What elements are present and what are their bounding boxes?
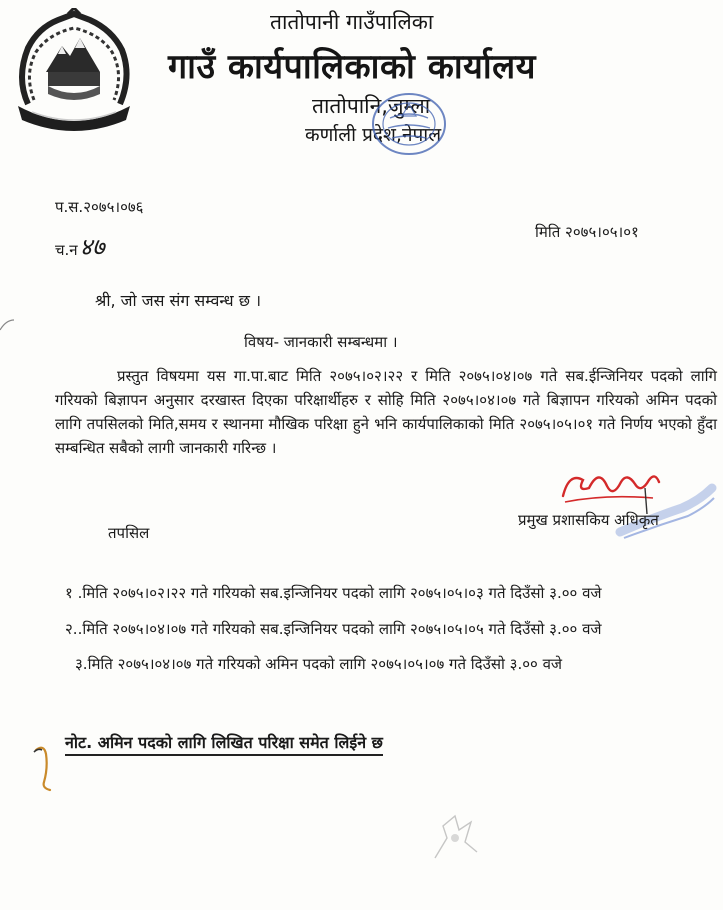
signatory-title: प्रमुख प्रशासकिय अधिकृत bbox=[518, 511, 659, 529]
office-name: गाउँ कार्यपालिकाको कार्यालय bbox=[168, 47, 536, 87]
dispatch-number bbox=[55, 230, 105, 263]
paper-smudge-icon bbox=[425, 808, 485, 863]
note-line: नोट. अमिन पदको लागि लिखित परिक्षा समेत लिईने छ bbox=[65, 731, 383, 756]
detail-item: ३.मिति २०७५।०४।०७ गते गरियको अमिन पदको लागि २०७५।०५।०७ गते दिउँसो ३.०० वजे bbox=[75, 655, 563, 673]
subject-line: विषय- जानकारी सम्बन्धमा । bbox=[244, 333, 398, 351]
letter-date: मिति २०७५।०५।०१ bbox=[535, 223, 639, 241]
page-edge-curve-icon bbox=[0, 318, 14, 332]
address-line-1: तातोपानि,जुम्ला bbox=[312, 94, 431, 118]
dispatch-number-value: ४७ bbox=[79, 233, 105, 261]
dispatch-number-label: च.न bbox=[55, 241, 78, 259]
details-heading: तपसिल bbox=[108, 524, 150, 542]
hand-mark-icon bbox=[30, 742, 60, 792]
office-seal-stamp-icon bbox=[368, 88, 450, 160]
detail-item: २..मिति २०७५।०४।०७ गते गरियको सब.इन्जिनियर पदको लागि २०७५।०५।०५ गते दिउँसो ३.०० वजे bbox=[65, 620, 602, 638]
address-line-2: कर्णाली प्रदेश,नेपाल bbox=[305, 124, 442, 146]
municipality-name: तातोपानी गाउँपालिका bbox=[270, 10, 434, 34]
recipient-line: श्री, जो जस संग सम्वन्ध छ । bbox=[95, 291, 262, 310]
body-paragraph: प्रस्तुत विषयमा यस गा.पा.बाट मिति २०७५।०२।२२ र मिति २०७५।०४।०७ गते सब.ईन्जिनियर पदको लागि गरियको बिज्ञापन अनुसार दरखास्त दिएका परिक्षार्थीहरु र सोहि मिति २०७५।०४।०७ गते बिज्ञापन गरियको अमिन पदको लागि तपसिलको मिति,समय र स्थानमा मौखिक परिक्षा हुने भनि कार्यपालिकाको मिति २०७५।०५।०१ गते निर्णय भएको हुँदा सम्बन्धित सबैको लागी जानकारी गरिन्छ । bbox=[55, 367, 717, 457]
nepal-emblem-icon bbox=[8, 8, 140, 136]
detail-item: १ .मिति २०७५।०२।२२ गते गरियको सब.इन्जिनियर पदको लागि २०७५।०५।०३ गते दिउँसो ३.०० वजे bbox=[65, 584, 602, 602]
reference-number: प.स.२०७५।०७६ bbox=[55, 198, 144, 216]
